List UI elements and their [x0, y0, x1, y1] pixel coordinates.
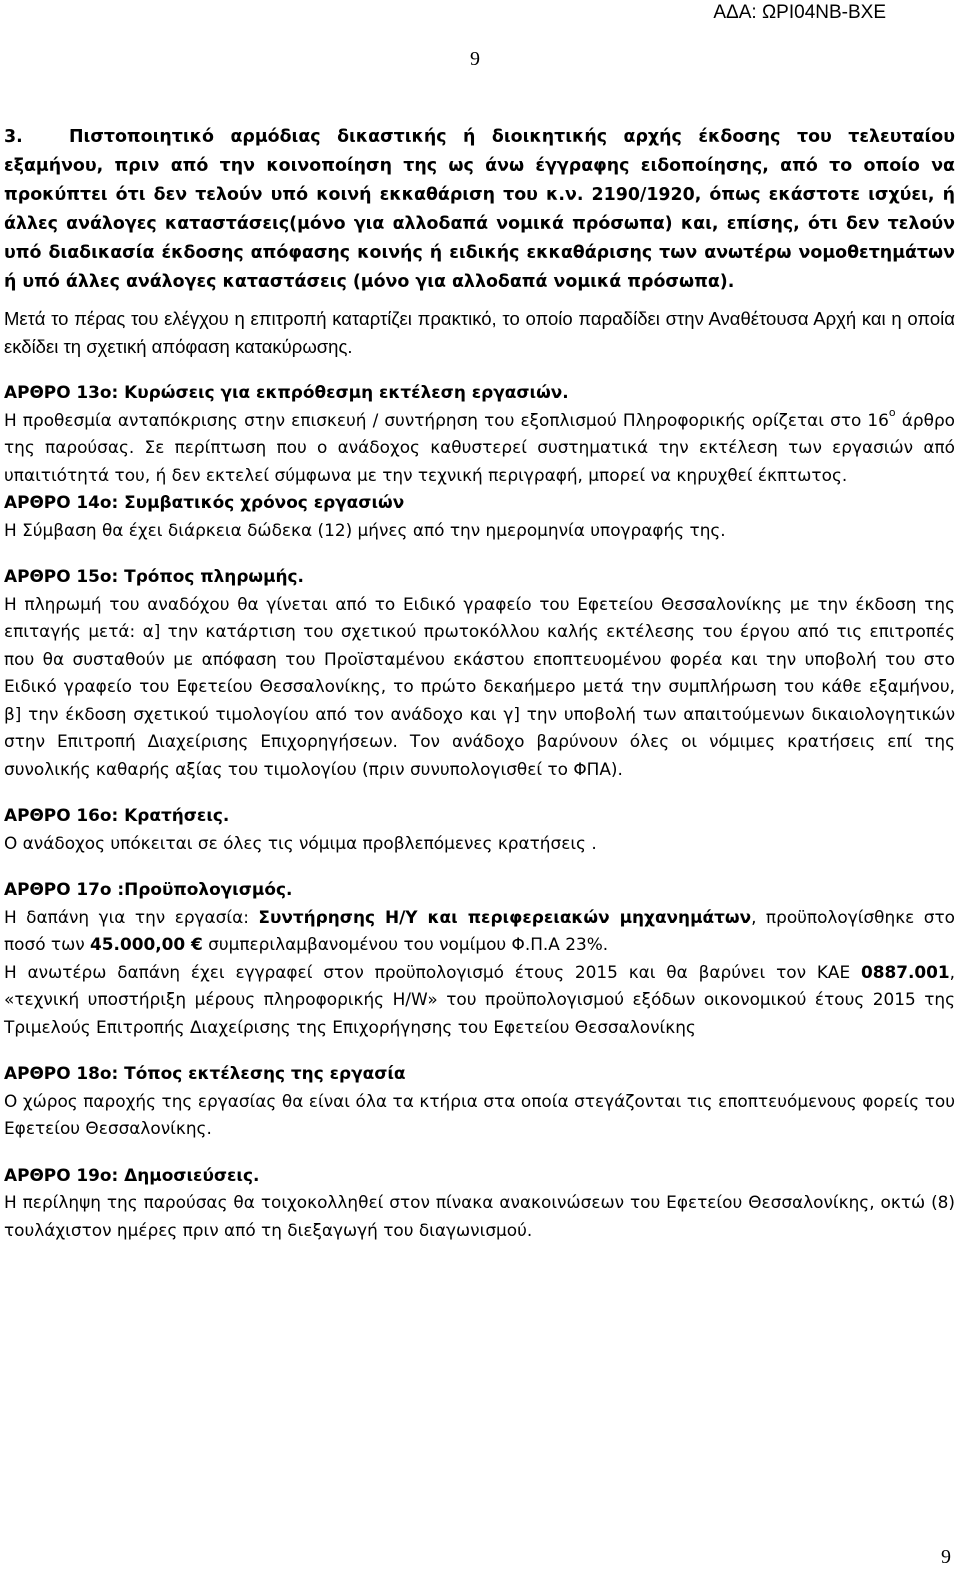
article-18-text: Ο χώρος παροχής της εργασίας θα είναι όλα τα κτήρια στα οποία στεγάζονται τις εποπτευόμενους φορείς του Εφετείου Θεσσαλονίκης.	[4, 1090, 955, 1138]
article-17-text-1d: συμπεριλαμβανομένου του νομίμου Φ.Π.Α 23%.	[202, 934, 609, 954]
article-13-sup: ο	[888, 405, 896, 419]
item-3-index: 3.	[4, 127, 23, 147]
article-17-service-name: Συντήρησης Η/Υ και περιφερειακών μηχανημάτων	[258, 906, 752, 927]
article-17-text-2a: Η ανωτέρω δαπάνη έχει εγγραφεί στον προϋπολογισμό έτους 2015 και θα βαρύνει τον ΚΑΕ	[4, 961, 861, 982]
article-19-title: ΑΡΘΡΟ 19ο: Δημοσιεύσεις.	[4, 1164, 260, 1185]
document-body	[4, 123, 955, 1244]
article-14-text: Η Σύμβαση θα έχει διάρκεια δώδεκα (12) μήνες από την ημερομηνία υπογραφής της.	[4, 519, 726, 540]
article-17-text-1a: Η δαπάνη για την εργασία:	[4, 906, 259, 927]
item-3	[4, 123, 955, 297]
ada-code: ΑΔΑ: ΩΡΙ04ΝΒ-ΒΧΕ	[713, 2, 886, 23]
page-number-top: 9	[470, 48, 480, 70]
article-14-title: ΑΡΘΡΟ 14ο: Συμβατικός χρόνος εργασιών	[4, 492, 405, 512]
page-number-bottom: 9	[941, 1546, 951, 1568]
article-16-title: ΑΡΘΡΟ 16ο: Κρατήσεις.	[4, 805, 230, 825]
article-17-amount: 45.000,00 €	[90, 934, 203, 954]
article-18-title: ΑΡΘΡΟ 18ο: Τόπος εκτέλεσης της εργασία	[4, 1063, 406, 1083]
article-16-text: Ο ανάδοχος υπόκειται σε όλες τις νόμιμα προβλεπόμενες κρατήσεις .	[4, 832, 597, 853]
item-3-text: Πιστοποιητικό αρμόδιας δικαστικής ή διοικητικής αρχής έκδοσης του τελευταίου εξαμήνου, πριν από την κοινοποίηση της ως άνω έγγραφης ειδοποίησης, από το οποίο να προκύπτει ότι δεν τελούν υπό κοινή εκκαθάριση του κ.ν. 2190/1920, όπως εκάστοτε ισχύει, ή άλλες ανάλογες καταστάσεις(μόνο για αλλοδαπά νομικά πρόσωπα) και, επίσης, ότι δεν τελούν υπό διαδικασία έκδοσης απόφασης κοινής ή ειδικής εκκαθάρισης των ανωτέρω νομοθετημάτων ή υπό άλλες ανάλογες καταστάσεις (μόνο για αλλοδαπά νομικά πρόσωπα).	[4, 127, 955, 292]
after-control-paragraph: Μετά το πέρας του ελέγχου η επιτροπή καταρτίζει πρακτικό, το οποίο παραδίδει στην Αναθέτουσα Αρχή και η οποία εκδίδει τη σχετική απόφαση κατακύρωσης.	[4, 308, 955, 357]
article-15-text: Η πληρωμή του αναδόχου θα γίνεται από το Ειδικό γραφείο του Εφετείου Θεσσαλονίκης με την έκδοση της επιταγής μετά: α] την κατάρτιση του σχετικού πρωτοκόλλου καλής εκτέλεσης του έργου από τις επιτροπές που θα συσταθούν με απόφαση του Προϊσταμένου εκάστου εποπτευομένου φορέα και την υποβολή του στο Ειδικό γραφείο του Εφετείου Θεσσαλονίκης, το πρώτο δεκαήμερο μετά την συμπλήρωση του κάθε εξαμήνου, β] την έκδοση σχετικού τιμολογίου από τον ανάδοχο και γ] την υποβολή των απαιτούμενων δικαιολογητικών στην Επιτροπή Διαχείρισης Επιχορηγήσεων. Τον ανάδοχο βαρύνουν όλες οι νόμιμες κρατήσεις επί της συνολικής καθαρής αξίας του τιμολογίου (πριν συνυπολογισθεί το ΦΠΑ).	[4, 593, 955, 779]
article-13-title: ΑΡΘΡΟ 13ο: Κυρώσεις για εκπρόθεσμη εκτέλεση εργασιών.	[4, 382, 569, 402]
article-13-text	[4, 407, 955, 490]
article-19-text: Η περίληψη της παρούσας θα τοιχοκολληθεί στον πίνακα ανακοινώσεων του Εφετείου Θεσσαλονίκης, οκτώ (8) τουλάχιστον ημέρες πριν από τη διεξαγωγή του διαγωνισμού.	[4, 1192, 955, 1240]
article-17-text-1	[4, 904, 955, 959]
article-13-text-b: άρθρο της παρούσας. Σε περίπτωση που ο ανάδοχος καθυστερεί συστηματικά την εκτέλεση των εργασιών από υπαιτιότητά του, ή δεν εκτελεί σύμφωνα με την τεχνική περιγραφή, μπορεί να κηρυχθεί έκπτωτος.	[4, 409, 955, 485]
article-15-title: ΑΡΘΡΟ 15ο: Τρόπος πληρωμής.	[4, 566, 304, 586]
article-17-kae: 0887.001	[860, 961, 950, 982]
article-17-text-2	[4, 959, 955, 1042]
article-13-text-a: Η προθεσμία ανταπόκρισης στην επισκευή / συντήρηση του εξοπλισμού Πληροφορικής ορίζεται στο 16	[4, 409, 889, 430]
article-17-title: ΑΡΘΡΟ 17ο :Προϋπολογισμός.	[4, 879, 293, 899]
article-17-text-1c: , προϋπολογίσθηκε στο ποσό των	[4, 906, 955, 954]
article-17-text-2b: , «τεχνική υποστήριξη μέρους πληροφορικής Η/W» του προϋπολογισμού εξόδων οικονομικού έτους 2015 της Τριμελούς Επιτροπής Διαχείρισης της Επιχορήγησης του Εφετείου Θεσσαλονίκης	[4, 961, 955, 1037]
